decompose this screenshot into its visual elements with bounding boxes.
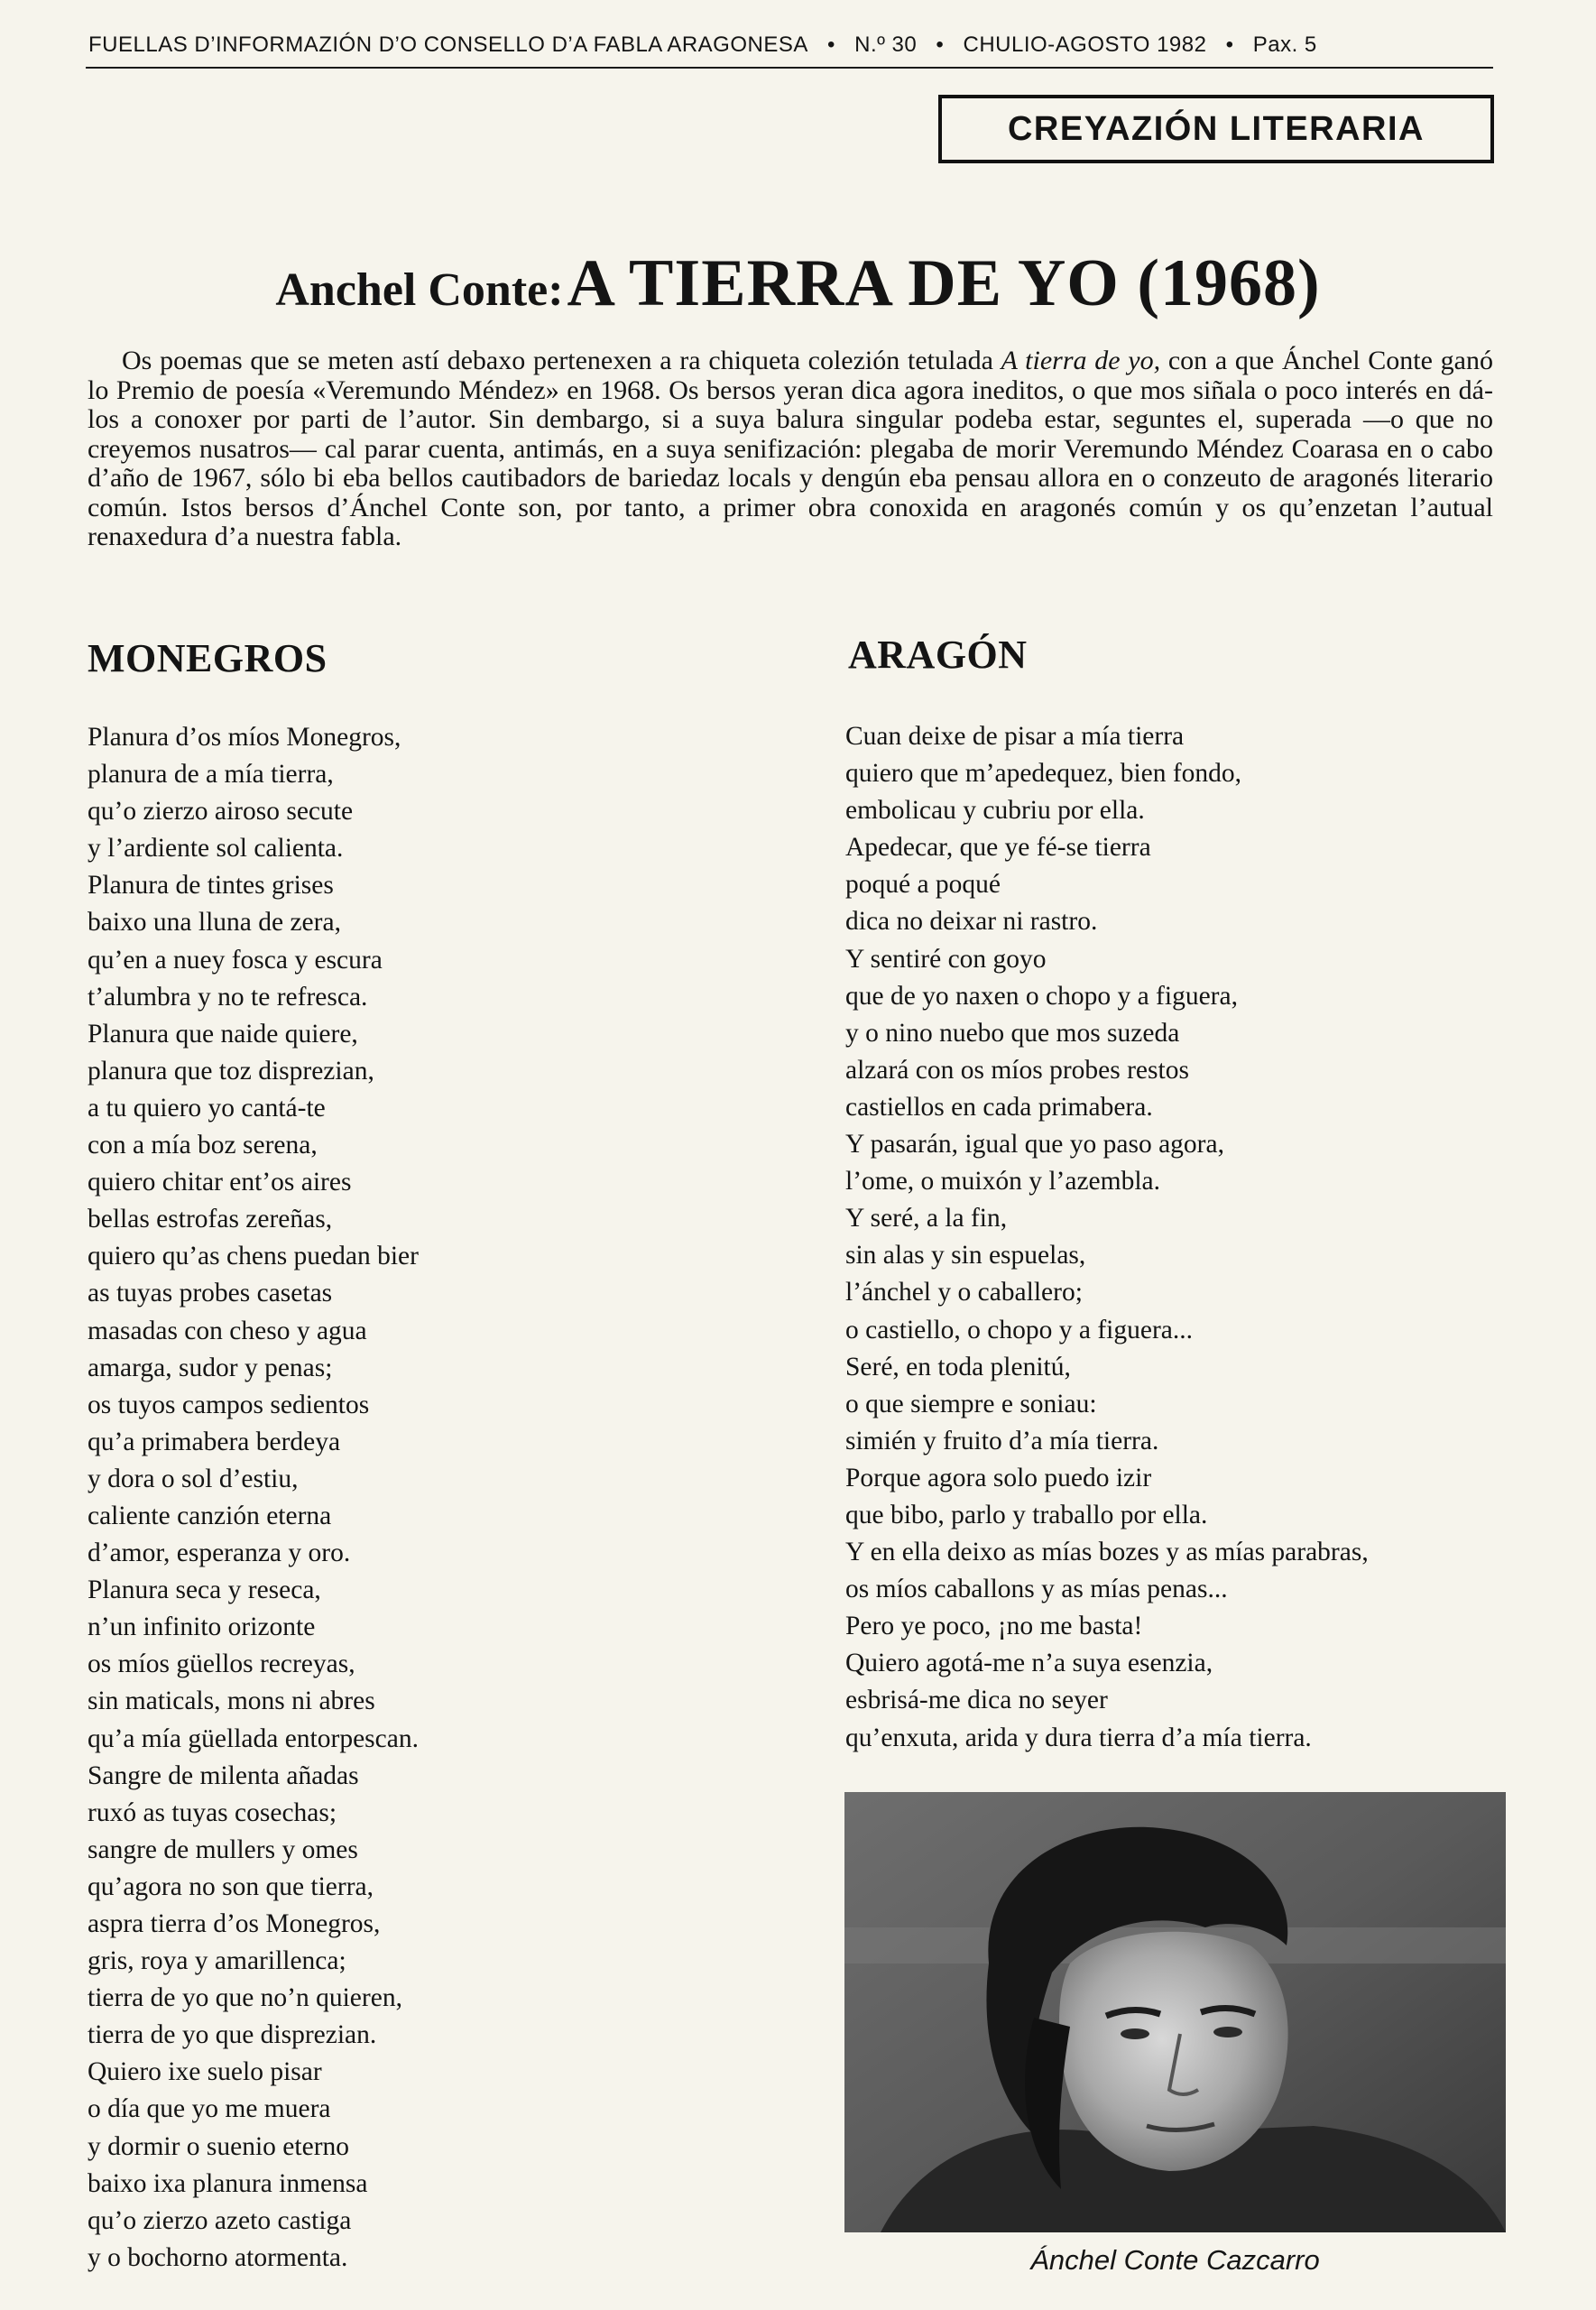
intro-text: con a que Ánchel Conte ganó lo Premio de poesía «Veremundo Méndez» en 1968. Os bersos yeran dica agora ineditos, o que mos siñala o poco interés en dá-los a conoxer por parti de l’autor. Sin dembargo, si a suya balura singular podeba estar, seguntes el, superada —o que no creyemos nusatros— cal parar cuenta, antimás, en a suya senifización: plegaba de morir Veremundo Méndez Coarasa en o cabo d’año de 1967, sólo bi eba bellos cautibadors de bariedaz locals y dengún eba pensau allora en o conzeuto de aragonés literario común. Istos bersos d’Ánchel Conte son, por tanto, a primer obra conoxida en aragonés común y os qu’enzetan l’autual renaxedura d’a nuestra fabla. <box>88 346 1493 551</box>
separator-dot: • <box>1225 32 1234 57</box>
poem-line: Y pasarán, igual que yo paso agora, <box>845 1130 1224 1160</box>
poem-line: d’amor, esperanza y oro. <box>88 1538 351 1568</box>
poem-line: castiellos en cada primabera. <box>845 1092 1153 1122</box>
poem-line: con a mía boz serena, <box>88 1131 318 1160</box>
poem-line: os míos caballons y as mías penas... <box>845 1575 1228 1604</box>
section-label: CREYAZIÓN LITERARIA <box>938 95 1494 163</box>
poem-line: aspra tierra d’os Monegros, <box>88 1909 381 1938</box>
separator-dot: • <box>827 32 835 57</box>
page-number: Pax. 5 <box>1252 32 1317 57</box>
title-author: Anchel Conte: <box>275 264 564 316</box>
poem-line: planura que toz disprezian, <box>88 1056 374 1086</box>
poem-line: o día que yo me muera <box>88 2094 331 2124</box>
poem-line: Cuan deixe de pisar a mía tierra <box>845 722 1185 751</box>
poem-line: esbrisá-me dica no seyer <box>845 1686 1108 1715</box>
poem-line: qu’o zierzo azeto castiga <box>88 2205 352 2235</box>
poem-title-aragon: ARAGÓN <box>848 633 1028 677</box>
poem-line: baixo una lluna de zera, <box>88 908 341 938</box>
issue-date: CHULIO-AGOSTO 1982 <box>963 32 1207 57</box>
poem-line: qu’o zierzo airoso secute <box>88 797 354 827</box>
poem-line: Quiero agotá-me n’a suya esenzia, <box>845 1649 1213 1678</box>
poem-line: y dormir o suenio eterno <box>88 2131 350 2161</box>
poem-line: y dora o sol d’estiu, <box>88 1464 299 1493</box>
poem-line: planura de a mía tierra, <box>88 760 334 790</box>
poem-line: bellas estrofas zereñas, <box>88 1205 333 1234</box>
poem-line: y l’ardiente sol calienta. <box>88 834 344 864</box>
publication-name: FUELLAS D’INFORMAZIÓN D’O CONSELLO D’A FABLA ARAGONESA <box>88 32 808 57</box>
intro-text: Os poemas que se meten astí debaxo pertenexen a ra chiqueta colezión tetulada <box>122 346 1001 375</box>
poem-line: Y sentiré con goyo <box>845 944 1047 974</box>
poem-line: o que siempre e soniau: <box>845 1389 1097 1418</box>
poem-line: l’ánchel y o caballero; <box>845 1278 1083 1307</box>
issue-number: N.º 30 <box>854 32 918 57</box>
header-rule <box>86 67 1493 69</box>
poem-line: poqué a poqué <box>845 870 1001 900</box>
intro-book-title: A tierra de yo, <box>1001 346 1161 375</box>
running-header <box>88 32 1496 58</box>
poem-line: sangre de mullers y omes <box>88 1834 358 1864</box>
poem-line: Planura d’os míos Monegros, <box>88 723 401 752</box>
poem-line: y o bochorno atormenta. <box>88 2242 348 2272</box>
poem-line: ruxó as tuyas cosechas; <box>88 1797 337 1827</box>
poem-line: t’alumbra y no te refresca. <box>88 982 368 1012</box>
poem-line: qu’a primabera berdeya <box>88 1427 341 1456</box>
poem-line: Y seré, a la fin, <box>845 1204 1008 1234</box>
poem-line: sin maticals, mons ni abres <box>88 1686 375 1716</box>
poem-line: alzará con os míos probes restos <box>845 1055 1189 1085</box>
poem-line: quiero qu’as chens puedan bier <box>88 1242 419 1271</box>
poem-line: tierra de yo que no’n quieren, <box>88 1983 402 2013</box>
poem-line: l’ome, o muixón y l’azembla. <box>845 1167 1160 1197</box>
poem-line: Y en ella deixo as mías bozes y as mías parabras, <box>845 1538 1369 1567</box>
poem-line: amarga, sudor y penas; <box>88 1353 333 1382</box>
poem-title-monegros: MONEGROS <box>88 636 328 680</box>
poem-line: qu’enxuta, arida y dura tierra d’a mía tierra. <box>845 1723 1312 1752</box>
poem-line: qu’a mía güellada entorpescan. <box>88 1723 419 1753</box>
poem-line: sin alas y sin espuelas, <box>845 1241 1086 1270</box>
poem-line: Planura de tintes grises <box>88 871 334 901</box>
poem-line: embolicau y cubriu por ella. <box>845 796 1145 826</box>
poem-line: Seré, en toda plenitú, <box>845 1352 1071 1381</box>
poem-line: quiero que m’apedequez, bien fondo, <box>845 759 1242 789</box>
poem-line: Pero ye poco, ¡no me basta! <box>845 1612 1143 1641</box>
poem-line: n’un infinito orizonte <box>88 1612 316 1642</box>
poem-line: Planura seca y reseca, <box>88 1575 321 1605</box>
poem-line: masadas con cheso y agua <box>88 1316 367 1345</box>
poem-line: os míos güellos recreyas, <box>88 1649 355 1679</box>
poem-line: qu’en a nuey fosca y escura <box>88 945 383 975</box>
poem-line: y o nino nuebo que mos suzeda <box>845 1018 1180 1048</box>
poem-line: qu’agora no son que tierra, <box>88 1871 374 1901</box>
poem-line: simién y fruito d’a mía tierra. <box>845 1426 1159 1455</box>
poem-line: as tuyas probes casetas <box>88 1279 333 1308</box>
article-title <box>0 245 1596 322</box>
poem-line: caliente canzión eterna <box>88 1501 332 1530</box>
poem-line: o castiello, o chopo y a figuera... <box>845 1315 1194 1344</box>
poem-line: gris, roya y amarillenca; <box>88 1946 346 1976</box>
poem-monegros <box>88 719 719 2277</box>
poem-line: que bibo, parlo y traballo por ella. <box>845 1500 1208 1529</box>
poem-line: Quiero ixe suelo pisar <box>88 2057 322 2087</box>
poem-line: Porque agora solo puedo izir <box>845 1463 1152 1492</box>
intro-paragraph <box>88 346 1493 552</box>
poem-line: baixo ixa planura inmensa <box>88 2168 368 2198</box>
poem-line: dica no deixar ni rastro. <box>845 907 1098 937</box>
author-photo <box>844 1792 1506 2232</box>
title-work: A TIERRA DE YO (1968) <box>567 246 1321 320</box>
poem-line: Planura que naide quiere, <box>88 1019 358 1049</box>
poem-aragon <box>845 718 1549 1757</box>
poem-line: a tu quiero yo cantá-te <box>88 1093 326 1123</box>
separator-dot: • <box>936 32 945 57</box>
poem-line: Apedecar, que ye fé-se tierra <box>845 833 1151 863</box>
poem-line: quiero chitar ent’os aires <box>88 1168 352 1197</box>
poem-line: os tuyos campos sedientos <box>88 1390 370 1419</box>
poem-line: que de yo naxen o chopo y a figuera, <box>845 981 1238 1011</box>
poem-line: tierra de yo que disprezian. <box>88 2020 377 2050</box>
photo-caption: Ánchel Conte Cazcarro <box>1030 2244 1320 2276</box>
poem-line: Sangre de milenta añadas <box>88 1760 359 1790</box>
